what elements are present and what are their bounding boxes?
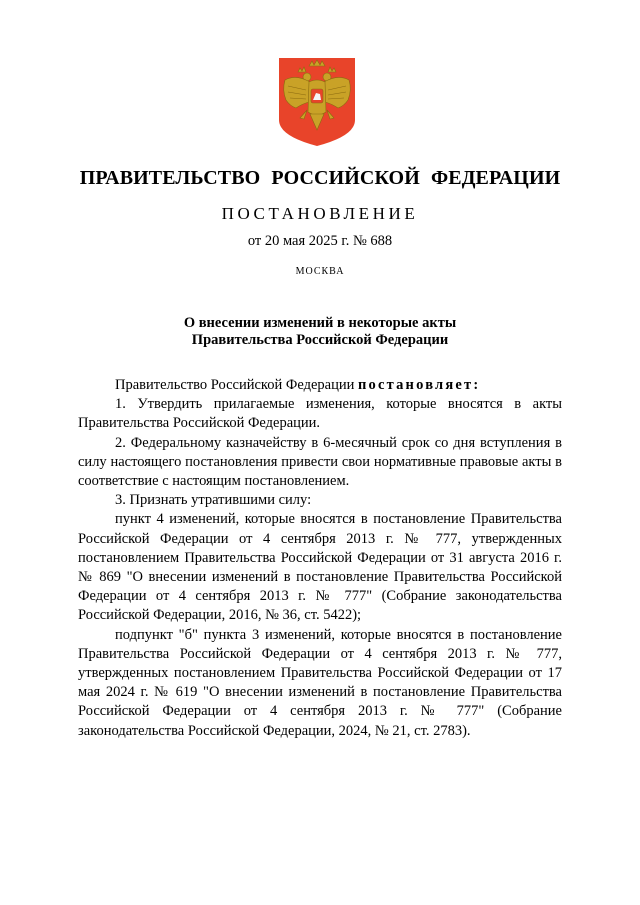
subject-line-1: О внесении изменений в некоторые акты [183, 315, 457, 331]
document-date-number: от 20 мая 2025 г. № 688 [247, 233, 393, 249]
paragraph-4: пункт 4 изменений, которые вносятся в постановление Правительства Российской Федерации от 4 сентября 2013 г. № 777, утвержденных постановлением Правительства Российской Федерации от 31 августа 2016 г. № 869 "О внесении изменений в постановление Правительства Российской Федерации от 4 сентября 2013 г. № 777" (Собрание законодательства Российской Федерации, 2016, № 36, ст. 5422); [78, 511, 562, 624]
paragraph-5: подпункт "б" пункта 3 изменений, которые вносятся в постановление Правительства Российской Федерации от 4 сентября 2013 г. № 777, утвержденных постановлением Правительства Российской Федерации от 17 мая 2024 г. № 619 "О внесении изменений в постановление Правительства Российской Федерации от 4 сентября 2013 г. № 777" (Собрание законодательства Российской Федерации, 2024, № 21, ст. 2783). [78, 626, 562, 739]
intro-verb: постановляет: [357, 377, 481, 393]
paragraph-1: 1. Утвердить прилагаемые изменения, которые вносятся в акты Правительства Российской Федерации. [78, 396, 562, 432]
document-type: ПОСТАНОВЛЕНИЕ [221, 204, 419, 223]
issuer-title: ПРАВИТЕЛЬСТВО РОССИЙСКОЙ ФЕДЕРАЦИИ [79, 167, 561, 189]
subject-line-2: Правительства Российской Федерации [191, 332, 449, 348]
document-body [78, 376, 562, 741]
document-city: МОСКВА [295, 266, 345, 277]
document-subject [0, 315, 640, 349]
paragraph-3: 3. Признать утратившими силу: [115, 492, 312, 509]
paragraph-2: 2. Федеральному казначейству в 6-месячный срок со дня вступления в силу настоящего постановления привести свои нормативные правовые акты в соответствие с настоящим постановлением. [78, 434, 562, 490]
intro-prefix: Правительство Российской Федерации [115, 377, 358, 393]
intro-paragraph [78, 376, 562, 395]
coat-of-arms-icon [276, 56, 358, 148]
